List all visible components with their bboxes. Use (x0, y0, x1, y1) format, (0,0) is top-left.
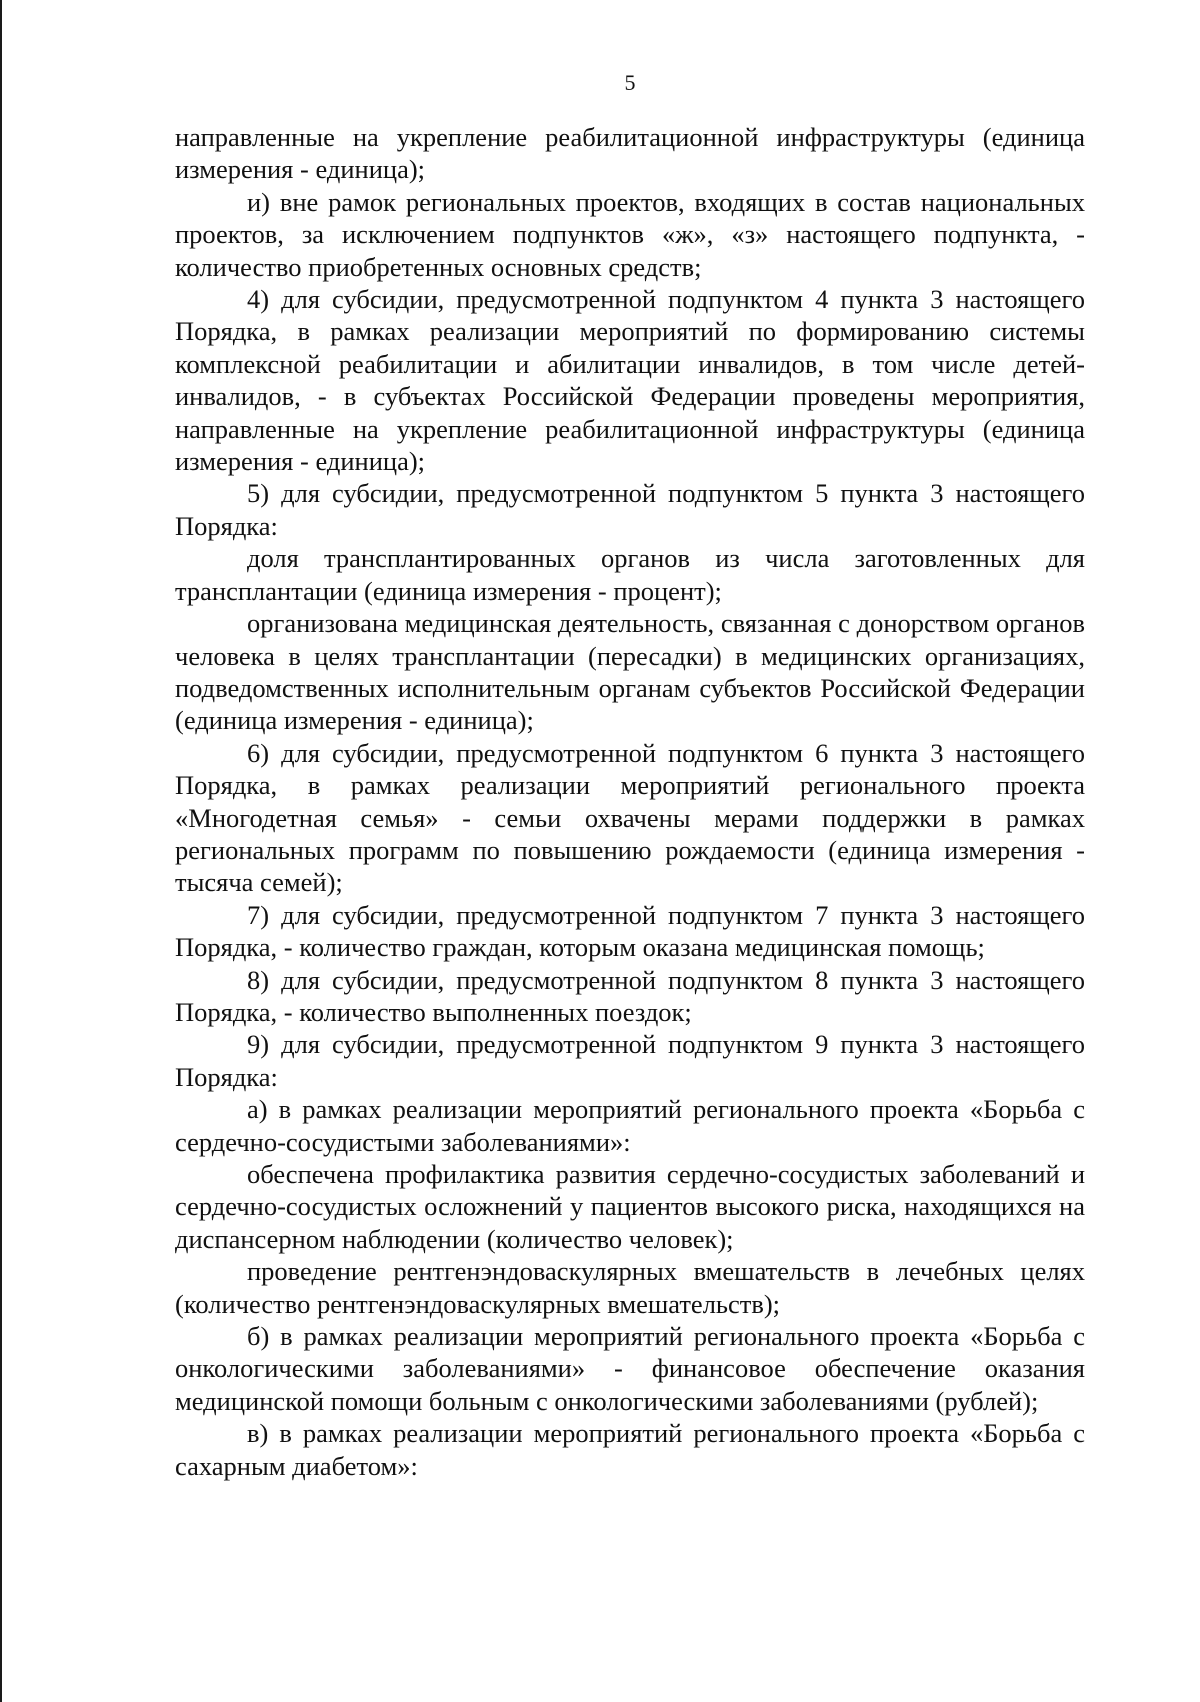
paragraph-item-5: 5) для субсидии, предусмотренной подпунктом 5 пункта 3 настоящего Порядка: (175, 478, 1085, 541)
paragraph-item-6: 6) для субсидии, предусмотренной подпунктом 6 пункта 3 настоящего Порядка, в рамках реализации мероприятий регионального проекта «Многодетная семья» - семьи охвачены мерами поддержки в рамках региональных программ по повышению рождаемости (единица измерения - тысяча семей); (175, 737, 1085, 898)
paragraph-item-8: 8) для субсидии, предусмотренной подпунктом 8 пункта 3 настоящего Порядка, - количество выполненных поездок; (175, 964, 1085, 1027)
paragraph-continuation: направленные на укрепление реабилитационной инфраструктуры (единица измерения - единица); (175, 122, 1085, 185)
paragraph-item-9b: б) в рамках реализации мероприятий регионального проекта «Борьба с онкологическими заболеваниями» - финансовое обеспечение оказания медицинской помощи больным с онкологическими заболеваниями (рублей); (175, 1321, 1085, 1416)
paragraph-item-9a: а) в рамках реализации мероприятий регионального проекта «Борьба с сердечно-сосудистыми заболеваниями»: (175, 1094, 1085, 1157)
document-body (175, 121, 1085, 1482)
paragraph-item-9v: в) в рамках реализации мероприятий регионального проекта «Борьба с сахарным диабетом»: (175, 1418, 1085, 1481)
paragraph-endovascular: проведение рентгенэндоваскулярных вмешательств в лечебных целях (количество рентгенэндоваскулярных вмешательств); (175, 1256, 1085, 1319)
paragraph-donation-activity: организована медицинская деятельность, связанная с донорством органов человека в целях трансплантации (пересадки) в медицинских организациях, подведомственных исполнительным органам субъектов Российской Федерации (единица измерения - единица); (175, 608, 1085, 736)
paragraph-cardio-prevention: обеспечена профилактика развития сердечно-сосудистых заболеваний и сердечно-сосудистых осложнений у пациентов высокого риска, находящихся на диспансерном наблюдении (количество человек); (175, 1159, 1085, 1254)
paragraph-item-7: 7) для субсидии, предусмотренной подпунктом 7 пункта 3 настоящего Порядка, - количество граждан, которым оказана медицинская помощь; (175, 899, 1085, 963)
paragraph-item-4: 4) для субсидии, предусмотренной подпунктом 4 пункта 3 настоящего Порядка, в рамках реализации мероприятий по формированию системы комплексной реабилитации и абилитации инвалидов, в том числе детей-инвалидов, - в субъектах Российской Федерации проведены мероприятия, направленные на укрепление реабилитационной инфраструктуры (единица измерения - единица); (175, 284, 1085, 477)
scan-edge-line (0, 0, 2, 1702)
page-number: 5 (624, 70, 636, 95)
paragraph-item-i: и) вне рамок региональных проектов, входящих в состав национальных проектов, за исключением подпунктов «ж», «з» настоящего подпункта, - количество приобретенных основных средств; (175, 186, 1085, 282)
paragraph-transplant-share: доля трансплантированных органов из числа заготовленных для трансплантации (единица измерения - процент); (175, 543, 1085, 606)
paragraph-item-9: 9) для субсидии, предусмотренной подпунктом 9 пункта 3 настоящего Порядка: (175, 1029, 1085, 1092)
